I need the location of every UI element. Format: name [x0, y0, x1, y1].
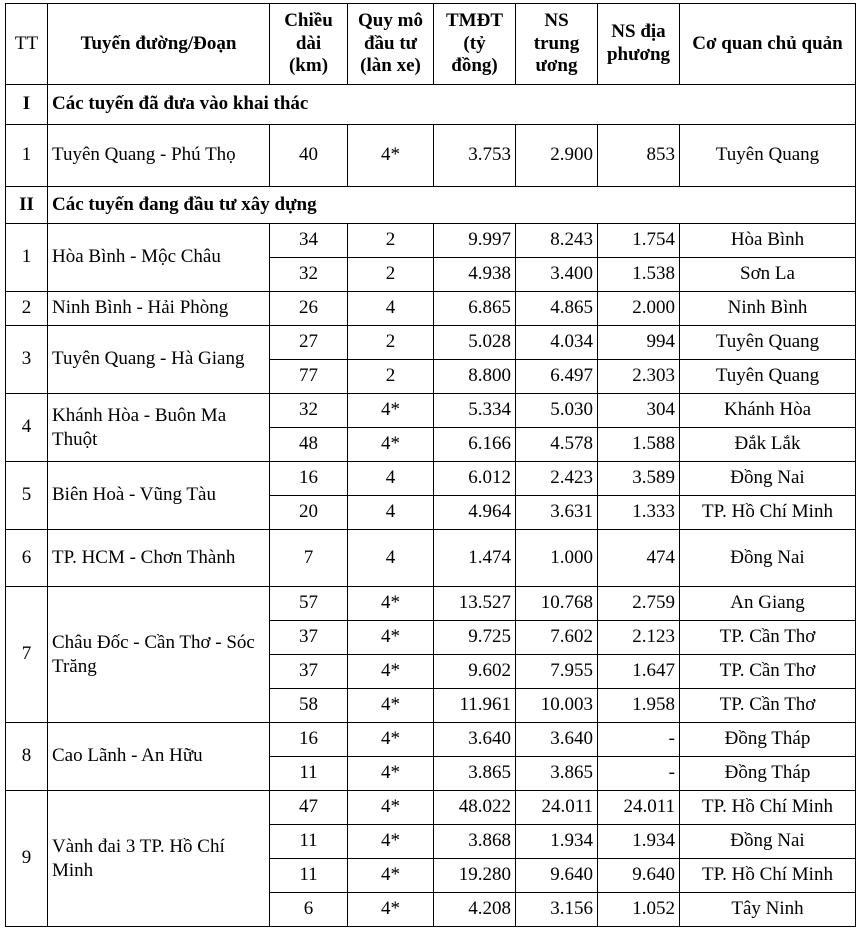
table-row	[6, 723, 856, 757]
route-name: Cao Lãnh - An Hữu	[48, 723, 270, 791]
tmdt-cell: 3.868	[434, 825, 516, 859]
table-row	[6, 462, 856, 496]
route-name: Tuyên Quang - Hà Giang	[48, 326, 270, 394]
ns-central-cell: 3.640	[516, 723, 598, 757]
ns-local-cell: 1.934	[598, 825, 680, 859]
lanes-cell: 2	[348, 326, 434, 360]
tmdt-cell: 5.028	[434, 326, 516, 360]
tmdt-cell: 4.938	[434, 258, 516, 292]
tmdt-cell: 6.166	[434, 428, 516, 462]
length-cell: 34	[270, 224, 348, 258]
tmdt-cell: 6.865	[434, 292, 516, 326]
route-number: 7	[6, 587, 48, 723]
route-name: Vành đai 3 TP. Hồ Chí Minh	[48, 791, 270, 927]
agency-cell: Đồng Nai	[680, 825, 856, 859]
tmdt-cell: 3.865	[434, 757, 516, 791]
header-scale-line: (làn xe)	[360, 55, 421, 77]
route-number: 5	[6, 462, 48, 530]
expressway-table	[5, 3, 856, 927]
tmdt-cell: 6.012	[434, 462, 516, 496]
header-scale	[348, 4, 434, 85]
ns-central-cell: 3.156	[516, 893, 598, 927]
agency-cell: An Giang	[680, 587, 856, 621]
lanes-cell: 4*	[348, 125, 434, 187]
lanes-cell: 4*	[348, 859, 434, 893]
agency-cell: Sơn La	[680, 258, 856, 292]
ns-local-cell: 2.759	[598, 587, 680, 621]
length-cell: 32	[270, 258, 348, 292]
ns-local-cell: 1.588	[598, 428, 680, 462]
lanes-cell: 4	[348, 530, 434, 587]
agency-cell: TP. Hồ Chí Minh	[680, 859, 856, 893]
route-number: 6	[6, 530, 48, 587]
tmdt-cell: 11.961	[434, 689, 516, 723]
lanes-cell: 4*	[348, 757, 434, 791]
header-ns-local-line: phương	[606, 44, 671, 65]
ns-local-cell: 2.123	[598, 621, 680, 655]
tmdt-cell: 5.334	[434, 394, 516, 428]
length-cell: 20	[270, 496, 348, 530]
header-tt: TT	[6, 4, 48, 85]
lanes-cell: 4*	[348, 723, 434, 757]
agency-cell: Đồng Tháp	[680, 757, 856, 791]
tmdt-cell: 9.997	[434, 224, 516, 258]
length-cell: 37	[270, 621, 348, 655]
section-title: Các tuyến đã đưa vào khai thác	[48, 85, 856, 125]
ns-central-cell: 24.011	[516, 791, 598, 825]
route-name: Biên Hoà - Vũng Tàu	[48, 462, 270, 530]
ns-central-cell: 9.640	[516, 859, 598, 893]
ns-central-cell: 7.602	[516, 621, 598, 655]
tmdt-cell: 9.725	[434, 621, 516, 655]
tmdt-cell: 48.022	[434, 791, 516, 825]
lanes-cell: 2	[348, 224, 434, 258]
length-cell: 37	[270, 655, 348, 689]
expressway-table-container	[5, 3, 856, 927]
header-ns-central-line: ương	[535, 55, 578, 77]
table-row	[6, 224, 856, 258]
header-ns-central-line: NS	[544, 9, 569, 31]
lanes-cell: 4*	[348, 655, 434, 689]
ns-local-cell: 2.000	[598, 292, 680, 326]
ns-local-cell: 2.303	[598, 360, 680, 394]
length-cell: 7	[270, 530, 348, 587]
agency-cell: Hòa Bình	[680, 224, 856, 258]
agency-cell: Đắk Lắk	[680, 428, 856, 462]
ns-central-cell: 4.034	[516, 326, 598, 360]
route-number: 4	[6, 394, 48, 462]
lanes-cell: 2	[348, 258, 434, 292]
table-header	[6, 4, 856, 85]
route-name: Châu Đốc - Cần Thơ - Sóc Trăng	[48, 587, 270, 723]
ns-local-cell: -	[598, 757, 680, 791]
route-name: Ninh Bình - Hải Phòng	[48, 292, 270, 326]
lanes-cell: 4*	[348, 621, 434, 655]
header-tmdt	[434, 4, 516, 85]
ns-local-cell: -	[598, 723, 680, 757]
ns-local-cell: 1.754	[598, 224, 680, 258]
ns-local-cell: 1.647	[598, 655, 680, 689]
ns-central-cell: 3.631	[516, 496, 598, 530]
lanes-cell: 4*	[348, 791, 434, 825]
ns-local-cell: 1.538	[598, 258, 680, 292]
section-number: I	[6, 85, 48, 125]
length-cell: 16	[270, 462, 348, 496]
length-cell: 27	[270, 326, 348, 360]
table-row	[6, 791, 856, 825]
ns-central-cell: 4.865	[516, 292, 598, 326]
ns-central-cell: 4.578	[516, 428, 598, 462]
header-length-line: Chiều	[284, 9, 333, 31]
ns-central-cell: 8.243	[516, 224, 598, 258]
agency-cell: Khánh Hòa	[680, 394, 856, 428]
length-cell: 32	[270, 394, 348, 428]
ns-central-cell: 7.955	[516, 655, 598, 689]
ns-central-cell: 6.497	[516, 360, 598, 394]
lanes-cell: 4*	[348, 689, 434, 723]
agency-cell: Tuyên Quang	[680, 326, 856, 360]
agency-cell: TP. Hồ Chí Minh	[680, 496, 856, 530]
header-length	[270, 4, 348, 85]
ns-local-cell: 853	[598, 125, 680, 187]
length-cell: 11	[270, 757, 348, 791]
length-cell: 47	[270, 791, 348, 825]
table-row	[6, 394, 856, 428]
ns-central-cell: 10.003	[516, 689, 598, 723]
ns-central-cell: 1.000	[516, 530, 598, 587]
section-title: Các tuyến đang đầu tư xây dựng	[48, 187, 856, 224]
section-row	[6, 187, 856, 224]
ns-local-cell: 1.333	[598, 496, 680, 530]
lanes-cell: 2	[348, 360, 434, 394]
tmdt-cell: 4.208	[434, 893, 516, 927]
ns-local-cell: 994	[598, 326, 680, 360]
tmdt-cell: 4.964	[434, 496, 516, 530]
agency-cell: TP. Cần Thơ	[680, 621, 856, 655]
table-row	[6, 125, 856, 187]
route-number: 9	[6, 791, 48, 927]
length-cell: 57	[270, 587, 348, 621]
length-cell: 40	[270, 125, 348, 187]
length-cell: 16	[270, 723, 348, 757]
agency-cell: Ninh Bình	[680, 292, 856, 326]
ns-central-cell: 1.934	[516, 825, 598, 859]
ns-local-cell: 304	[598, 394, 680, 428]
route-number: 2	[6, 292, 48, 326]
lanes-cell: 4	[348, 462, 434, 496]
route-name: Tuyên Quang - Phú Thọ	[48, 125, 270, 187]
lanes-cell: 4*	[348, 394, 434, 428]
route-number: 8	[6, 723, 48, 791]
table-row	[6, 292, 856, 326]
lanes-cell: 4	[348, 292, 434, 326]
tmdt-cell: 3.753	[434, 125, 516, 187]
header-ns-central	[516, 4, 598, 85]
tmdt-cell: 19.280	[434, 859, 516, 893]
tmdt-cell: 9.602	[434, 655, 516, 689]
ns-local-cell: 1.958	[598, 689, 680, 723]
ns-central-cell: 5.030	[516, 394, 598, 428]
section-row	[6, 85, 856, 125]
header-tmdt-line: (tỷ	[463, 32, 486, 54]
agency-cell: TP. Hồ Chí Minh	[680, 791, 856, 825]
agency-cell: Tuyên Quang	[680, 125, 856, 187]
route-number: 1	[6, 224, 48, 292]
ns-local-cell: 9.640	[598, 859, 680, 893]
ns-central-cell: 2.900	[516, 125, 598, 187]
agency-cell: Đồng Nai	[680, 462, 856, 496]
header-ns-local	[598, 4, 680, 85]
header-ns-local-line: NS địa	[611, 21, 666, 43]
length-cell: 11	[270, 825, 348, 859]
route-name: Khánh Hòa - Buôn Ma Thuột	[48, 394, 270, 462]
tmdt-cell: 1.474	[434, 530, 516, 587]
ns-local-cell: 474	[598, 530, 680, 587]
header-route: Tuyến đường/Đoạn	[48, 4, 270, 85]
header-agency: Cơ quan chủ quản	[680, 4, 856, 85]
route-number: 1	[6, 125, 48, 187]
length-cell: 26	[270, 292, 348, 326]
route-name: TP. HCM - Chơn Thành	[48, 530, 270, 587]
ns-central-cell: 2.423	[516, 462, 598, 496]
agency-cell: Tây Ninh	[680, 893, 856, 927]
ns-local-cell: 24.011	[598, 791, 680, 825]
lanes-cell: 4	[348, 496, 434, 530]
header-ns-central-line: trung	[533, 32, 580, 54]
lanes-cell: 4*	[348, 893, 434, 927]
route-number: 3	[6, 326, 48, 394]
length-cell: 6	[270, 893, 348, 927]
agency-cell: Đồng Nai	[680, 530, 856, 587]
length-cell: 11	[270, 859, 348, 893]
section-number: II	[6, 187, 48, 224]
header-scale-line: Quy mô	[358, 9, 423, 31]
ns-central-cell: 3.865	[516, 757, 598, 791]
table-row	[6, 326, 856, 360]
length-cell: 58	[270, 689, 348, 723]
agency-cell: Đồng Tháp	[680, 723, 856, 757]
ns-local-cell: 1.052	[598, 893, 680, 927]
header-tmdt-line: đồng)	[451, 55, 498, 77]
header-length-line: (km)	[288, 55, 329, 77]
header-scale-line: đầu tư	[363, 32, 418, 54]
tmdt-cell: 3.640	[434, 723, 516, 757]
lanes-cell: 4*	[348, 587, 434, 621]
length-cell: 77	[270, 360, 348, 394]
route-name: Hòa Bình - Mộc Châu	[48, 224, 270, 292]
agency-cell: TP. Cần Thơ	[680, 655, 856, 689]
tmdt-cell: 13.527	[434, 587, 516, 621]
ns-local-cell: 3.589	[598, 462, 680, 496]
ns-central-cell: 3.400	[516, 258, 598, 292]
ns-central-cell: 10.768	[516, 587, 598, 621]
header-length-line: dài	[295, 32, 322, 54]
table-row	[6, 587, 856, 621]
tmdt-cell: 8.800	[434, 360, 516, 394]
lanes-cell: 4*	[348, 825, 434, 859]
table-row	[6, 530, 856, 587]
header-tmdt-line: TMĐT	[446, 9, 503, 31]
agency-cell: Tuyên Quang	[680, 360, 856, 394]
table-body	[6, 85, 856, 927]
length-cell: 48	[270, 428, 348, 462]
agency-cell: TP. Cần Thơ	[680, 689, 856, 723]
lanes-cell: 4*	[348, 428, 434, 462]
